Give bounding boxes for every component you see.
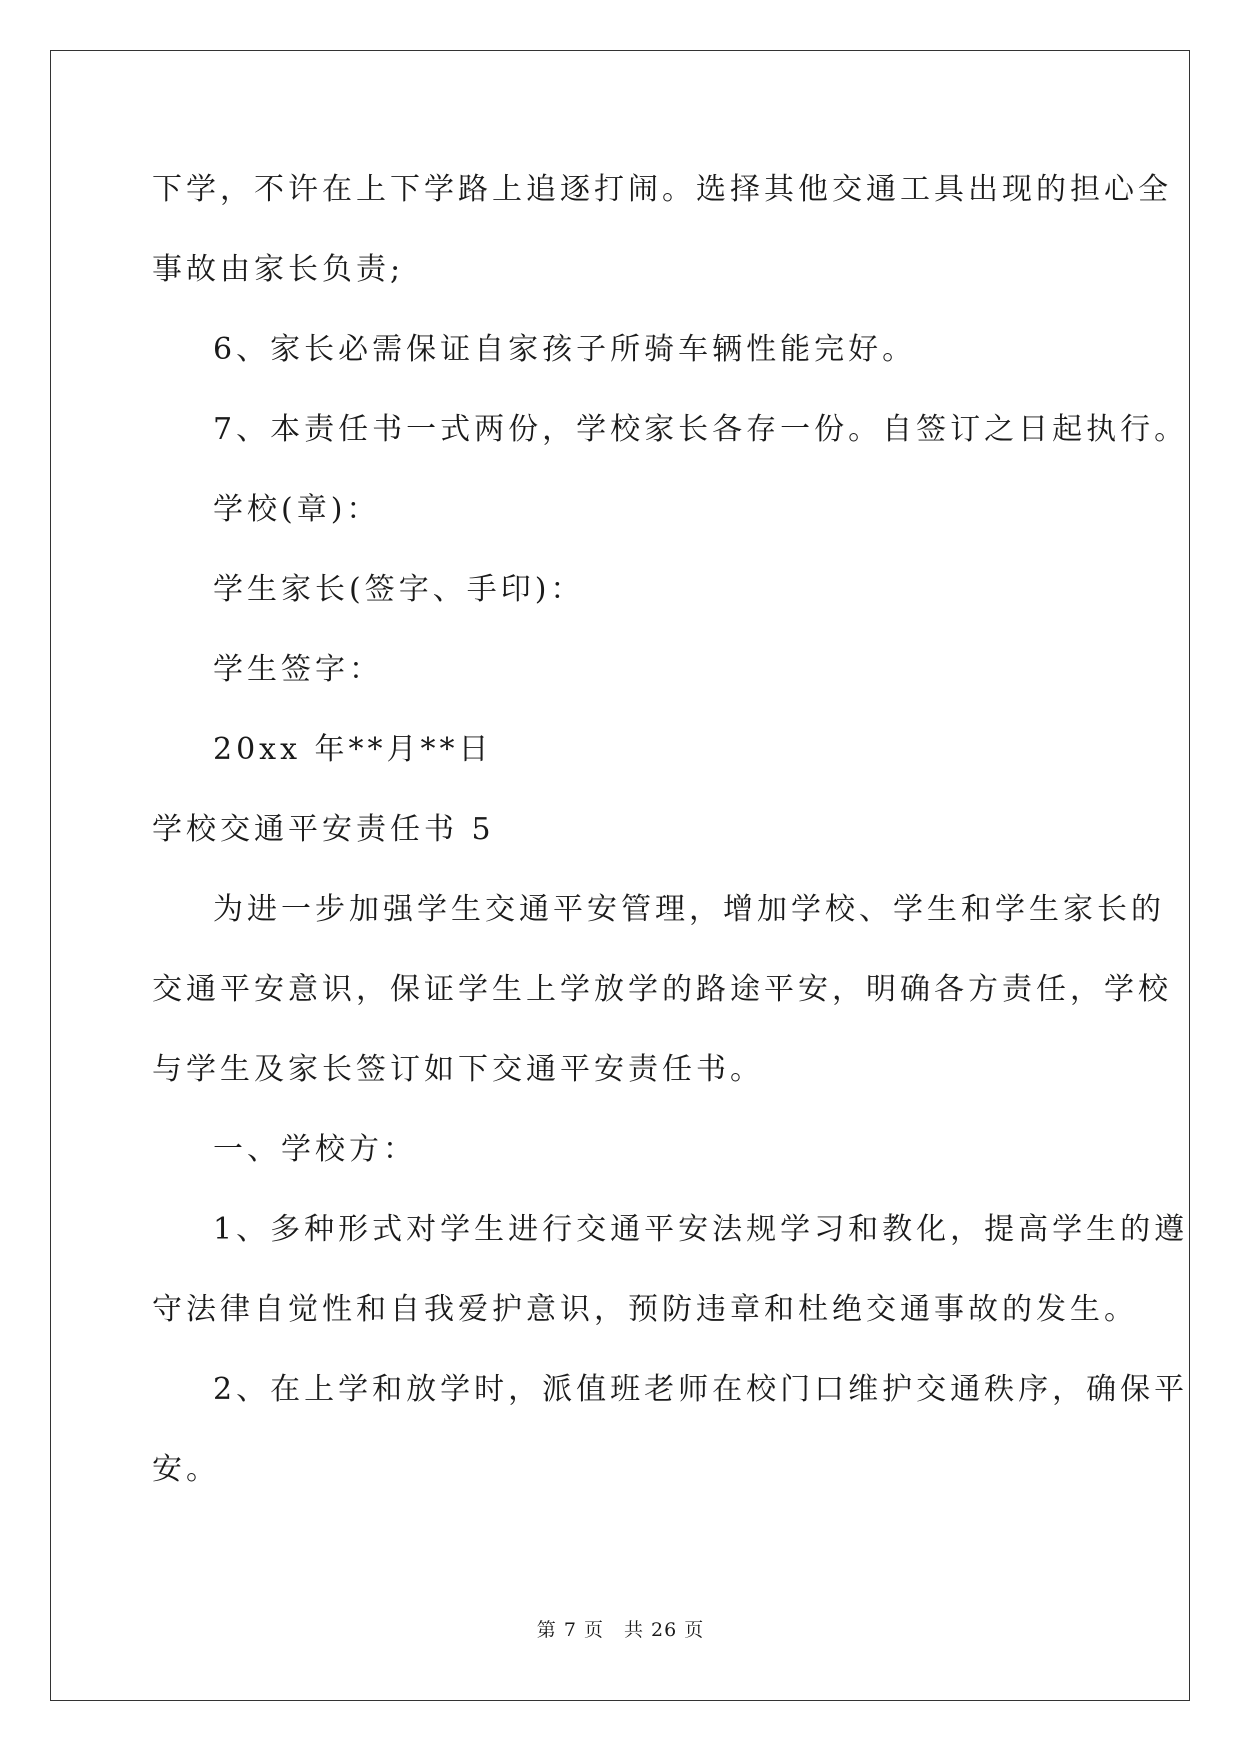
text-line: 20xx 年**月**日 (213, 732, 493, 767)
text-line: 6、家长必需保证自家孩子所骑车辆性能完好。 (213, 332, 917, 367)
text-line: 学生家长(签字、手印)： (213, 572, 585, 607)
text-line: 学校(章)： (213, 492, 381, 527)
page-border (50, 50, 1190, 1701)
text-line: 一、学校方： (213, 1132, 417, 1167)
text-line: 守法律自觉性和自我爱护意识，预防违章和杜绝交通事故的发生。 (152, 1292, 1138, 1327)
section-heading: 学校交通平安责任书 5 (152, 812, 495, 847)
text-line: 与学生及家长签订如下交通平安责任书。 (152, 1052, 764, 1087)
text-line: 为进一步加强学生交通平安管理，增加学校、学生和学生家长的 (213, 892, 1165, 927)
text-line: 7、本责任书一式两份，学校家长各存一份。自签订之日起执行。 (213, 412, 1189, 447)
text-line: 1、多种形式对学生进行交通平安法规学习和教化，提高学生的遵 (213, 1212, 1189, 1247)
text-line: 交通平安意识，保证学生上学放学的路途平安，明确各方责任，学校 (152, 972, 1172, 1007)
text-line: 安。 (152, 1452, 220, 1487)
text-line: 学生签字： (213, 652, 383, 687)
text-line: 下学，不许在上下学路上追逐打闹。选择其他交通工具出现的担心全 (152, 172, 1172, 207)
page-number: 第 7 页 共 26 页 (536, 1619, 705, 1641)
text-line: 事故由家长负责; (152, 252, 405, 287)
text-line: 2、在上学和放学时，派值班老师在校门口维护交通秩序，确保平 (213, 1372, 1189, 1407)
